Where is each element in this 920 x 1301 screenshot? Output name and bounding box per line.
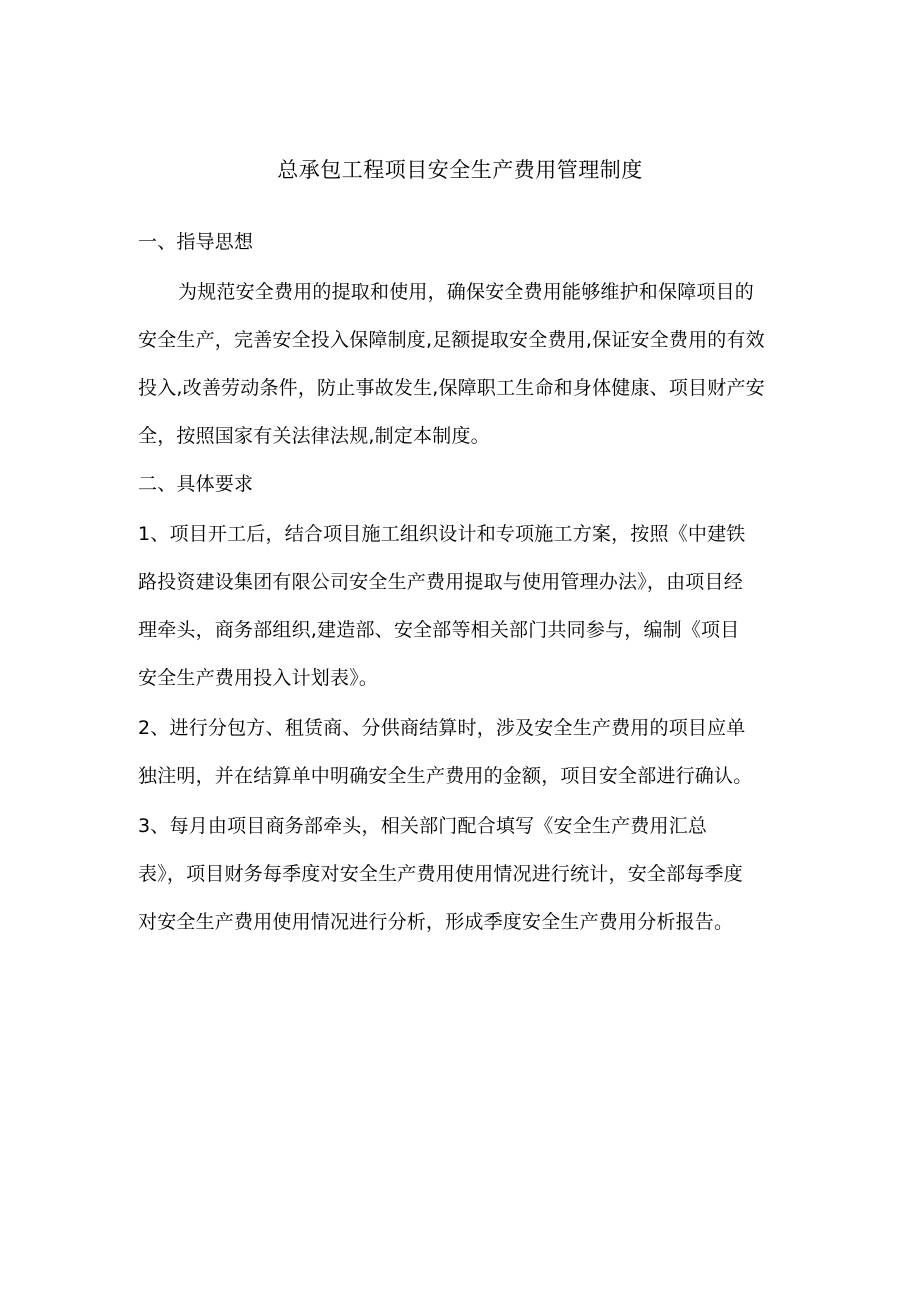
section1-line-1: 为规范安全费用的提取和使用，确保安全费用能够维护和保障项目的 — [178, 281, 755, 303]
section1-heading: 一、指导思想 — [138, 231, 254, 253]
section2-heading: 二、具体要求 — [138, 473, 254, 495]
item3-line-1: 3、每月由项目商务部牵头，相关部门配合填写《安全生产费用汇总 — [138, 815, 708, 837]
item1-line-1: 1、项目开工后，结合项目施工组织设计和专项施工方案，按照《中建铁 — [138, 523, 746, 545]
document-title: 总承包工程项目安全生产费用管理制度 — [277, 158, 643, 182]
item2-line-2: 独注明，并在结算单中明确安全生产费用的金额，项目安全部进行确认。 — [138, 765, 753, 787]
section1-line-3: 投入,改善劳动条件，防止事故发生,保障职工生命和身体健康、项目财产安 — [138, 377, 765, 399]
item2-line-1: 2、进行分包方、租赁商、分供商结算时，涉及安全生产费用的项目应单 — [138, 717, 746, 739]
section1-line-2: 安全生产，完善安全投入保障制度,足额提取安全费用,保证安全费用的有效 — [138, 329, 765, 351]
item1-line-2: 路投资建设集团有限公司安全生产费用提取与使用管理办法》，由项目经 — [138, 571, 743, 593]
item1-line-4: 安全生产费用投入计划表》。 — [138, 667, 379, 689]
section1-line-4: 全，按照国家有关法律法规,制定本制度。 — [138, 425, 490, 447]
item1-line-3: 理牵头，商务部组织,建造部、安全部等相关部门共同参与，编制《项目 — [138, 619, 740, 641]
item3-line-3: 对安全生产费用使用情况进行分析，形成季度安全生产费用分析报告。 — [138, 911, 734, 933]
item3-line-2: 表》，项目财务每季度对安全生产费用使用情况进行统计，安全部每季度 — [138, 863, 743, 885]
